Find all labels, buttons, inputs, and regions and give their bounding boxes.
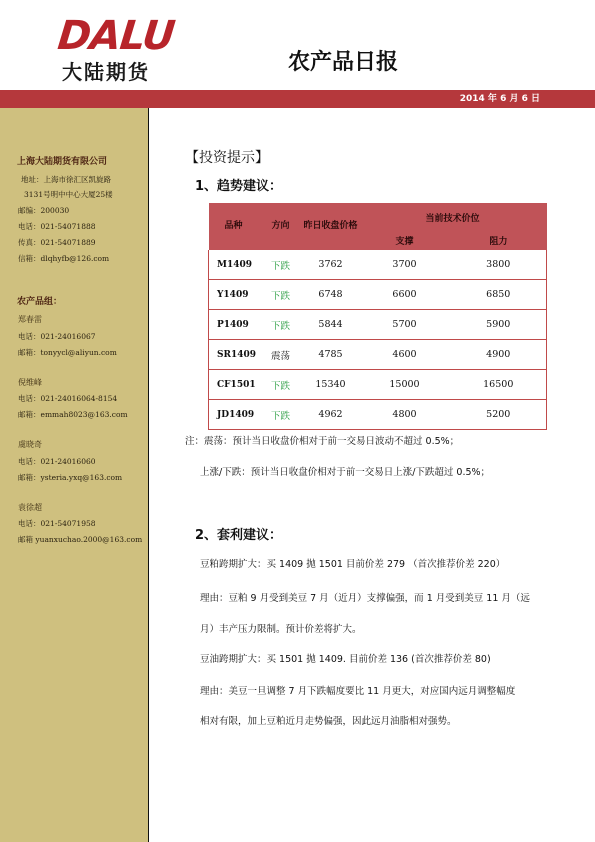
cell-support: 5700: [359, 310, 451, 340]
section-heading: 【投资提示】: [185, 150, 269, 166]
sidebar-company: 上海大陆期货有限公司: [17, 157, 108, 167]
member-email: 邮箱 yuanxuchao.2000@163.com: [18, 535, 143, 544]
note-up-down: 上涨/下跌：预计当日收盘价相对于前一交易日上涨/下跌超过 0.5%；: [200, 467, 491, 478]
col-header-direction: 方向: [259, 203, 303, 250]
cell-direction: 下跌: [259, 400, 303, 430]
member-name: 袁徐超: [18, 503, 42, 512]
sidebar-divider: [148, 108, 149, 842]
cell-resistance: 16500: [451, 370, 547, 400]
sidebar-group-title: 农产品组：: [17, 297, 63, 307]
cell-support: 15000: [359, 370, 451, 400]
cell-variety: P1409: [209, 310, 259, 340]
cell-resistance: 5200: [451, 400, 547, 430]
cell-direction: 震荡: [259, 340, 303, 370]
sidebar-postcode: 邮编：200030: [18, 206, 70, 215]
member-name: 倪维峰: [18, 378, 42, 387]
sidebar-address-2: 3131号明中中心大厦25楼: [24, 190, 113, 199]
report-title: 农产品日报: [288, 50, 399, 75]
col-header-tech: 当前技术价位: [359, 203, 547, 235]
cell-support: 4600: [359, 340, 451, 370]
member-phone: 电话：021-24016067: [18, 332, 96, 341]
cell-support: 6600: [359, 280, 451, 310]
member-email: 邮箱：emmah8023@163.com: [18, 410, 128, 419]
cell-close: 6748: [303, 280, 359, 310]
cell-direction: 下跌: [259, 370, 303, 400]
sidebar-phone: 电话：021-54071888: [18, 222, 96, 231]
cell-resistance: 4900: [451, 340, 547, 370]
cell-resistance: 3800: [451, 250, 547, 280]
arb-line: 相对有限，加上豆粕近月走势偏强，因此远月油脂相对强势。: [200, 716, 457, 727]
cell-close: 15340: [303, 370, 359, 400]
tech-levels-table: [208, 203, 547, 430]
cell-close: 5844: [303, 310, 359, 340]
arb-line: 理由：豆粕 9 月受到美豆 7 月（近月）支撑偏强，而 1 月受到美豆 11 月（远: [200, 593, 530, 604]
logo-name: 大陆期货: [62, 60, 150, 84]
member-phone: 电话：021-24016060: [18, 457, 96, 466]
col-header-close: 昨日收盘价格: [303, 203, 359, 250]
table-row: [209, 370, 547, 400]
member-name: 郑春雷: [18, 315, 42, 324]
sidebar-address: 地址：上海市徐汇区凯旋路: [21, 175, 111, 184]
cell-variety: CF1501: [209, 370, 259, 400]
cell-variety: JD1409: [209, 400, 259, 430]
cell-direction: 下跌: [259, 250, 303, 280]
member-email: 邮箱：ysteria.yxq@163.com: [18, 473, 123, 482]
member-email: 邮箱：tonyycl@aliyun.com: [18, 348, 117, 357]
arb-line: 理由：美豆一旦调整 7 月下跌幅度要比 11 月更大，对应国内远月调整幅度: [200, 686, 516, 697]
table-row: [209, 400, 547, 430]
cell-direction: 下跌: [259, 310, 303, 340]
table-row: [209, 280, 547, 310]
cell-resistance: 5900: [451, 310, 547, 340]
cell-support: 3700: [359, 250, 451, 280]
sidebar-fax: 传真：021-54071889: [18, 238, 96, 247]
cell-variety: SR1409: [209, 340, 259, 370]
arb-line: 月）丰产压力限制。预计价差将扩大。: [200, 624, 362, 635]
report-date: 2014 年 6 月 6 日: [459, 94, 540, 104]
col-header-variety: 品种: [209, 203, 259, 250]
cell-direction: 下跌: [259, 280, 303, 310]
arbitrage-heading: 2、套利建议：: [195, 528, 283, 543]
col-header-support: 支撑: [359, 235, 451, 250]
member-name: 虞晓奇: [18, 440, 42, 449]
table-row: [209, 340, 547, 370]
table-row: [209, 250, 547, 280]
trend-heading: 1、趋势建议：: [195, 179, 283, 194]
cell-close: 4785: [303, 340, 359, 370]
note-range: 注：震荡：预计当日收盘价相对于前一交易日波动不超过 0.5%；: [185, 436, 460, 447]
cell-variety: Y1409: [209, 280, 259, 310]
arb-line: 豆油跨期扩大：买 1501 抛 1409. 目前价差 136 (首次推荐价差 80): [200, 654, 491, 665]
company-logo: [55, 13, 188, 84]
col-header-resistance: 阻力: [451, 235, 547, 250]
logo-brand: DALU: [55, 13, 177, 59]
arb-line: 豆粕跨期扩大：买 1409 抛 1501 目前价差 279 （首次推荐价差 220）: [200, 559, 506, 570]
cell-variety: M1409: [209, 250, 259, 280]
cell-resistance: 6850: [451, 280, 547, 310]
member-phone: 电话：021-24016064-8154: [18, 394, 118, 403]
table-row: [209, 310, 547, 340]
cell-close: 3762: [303, 250, 359, 280]
cell-support: 4800: [359, 400, 451, 430]
cell-close: 4962: [303, 400, 359, 430]
member-phone: 电话：021-54071958: [18, 519, 96, 528]
sidebar-email: 信箱：dlqhyfb@126.com: [18, 254, 110, 263]
